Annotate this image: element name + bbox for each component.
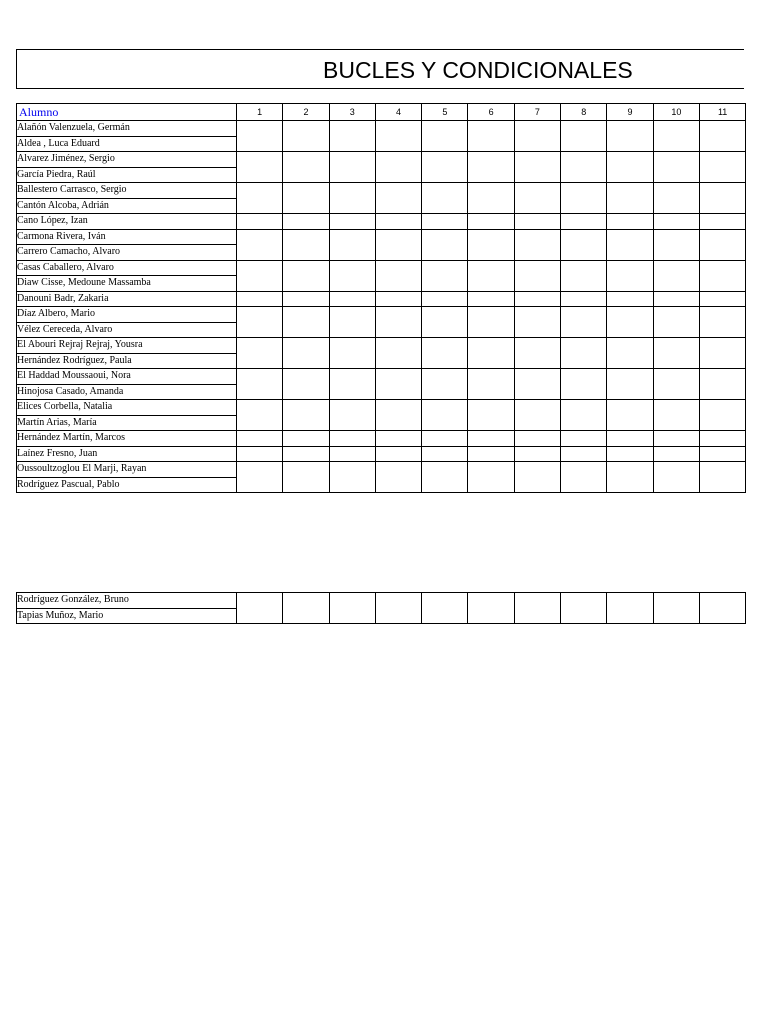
student-name: Danouni Badr, Zakaria: [17, 291, 237, 307]
grade-cell[interactable]: [561, 400, 607, 431]
student-name: Laínez Fresno, Juan: [17, 446, 237, 462]
grade-cell[interactable]: [237, 369, 283, 400]
grade-cell[interactable]: [561, 183, 607, 214]
student-name: Carrero Camacho, Alvaro: [17, 245, 237, 261]
grade-cell[interactable]: [561, 593, 607, 624]
grade-cell[interactable]: [283, 183, 329, 214]
grade-cell[interactable]: [422, 593, 468, 624]
table-row: [17, 369, 746, 385]
grade-cell[interactable]: [561, 291, 607, 307]
grade-cell[interactable]: [422, 152, 468, 183]
grade-cell[interactable]: [468, 152, 514, 183]
grade-cell[interactable]: [283, 260, 329, 291]
grade-cell[interactable]: [699, 214, 745, 230]
grade-cell[interactable]: [607, 214, 653, 230]
grade-cell[interactable]: [561, 229, 607, 260]
grade-cell[interactable]: [329, 400, 375, 431]
grade-cell[interactable]: [653, 593, 699, 624]
grade-cell[interactable]: [375, 121, 421, 152]
grade-cell[interactable]: [283, 152, 329, 183]
grade-cell[interactable]: [283, 291, 329, 307]
grade-cell[interactable]: [329, 462, 375, 493]
grade-cell[interactable]: [561, 214, 607, 230]
grade-cell[interactable]: [375, 369, 421, 400]
table-header-row: [17, 104, 746, 121]
table-row: [17, 593, 746, 609]
grade-cell[interactable]: [699, 338, 745, 369]
student-name: Cano López, Izan: [17, 214, 237, 230]
grade-cell[interactable]: [699, 446, 745, 462]
grade-cell[interactable]: [514, 369, 560, 400]
grade-cell[interactable]: [514, 307, 560, 338]
column-header-11: 11: [699, 104, 745, 121]
grade-cell[interactable]: [653, 431, 699, 447]
page-title: BUCLES Y CONDICIONALES: [323, 57, 633, 83]
student-name: Vélez Cereceda, Alvaro: [17, 322, 237, 338]
grade-cell[interactable]: [514, 121, 560, 152]
grade-cell[interactable]: [422, 431, 468, 447]
grade-cell[interactable]: [237, 338, 283, 369]
grade-cell[interactable]: [653, 183, 699, 214]
grade-cell[interactable]: [607, 431, 653, 447]
student-name: Aldea , Luca Eduard: [17, 136, 237, 152]
grade-cell[interactable]: [653, 291, 699, 307]
grade-cell[interactable]: [699, 400, 745, 431]
student-name: García Piedra, Raúl: [17, 167, 237, 183]
grade-cell[interactable]: [422, 214, 468, 230]
student-name: Martín Arias, María: [17, 415, 237, 431]
grade-cell[interactable]: [468, 446, 514, 462]
column-header-9: 9: [607, 104, 653, 121]
grade-cell[interactable]: [283, 446, 329, 462]
grade-cell[interactable]: [422, 446, 468, 462]
grade-cell[interactable]: [422, 462, 468, 493]
grade-cell[interactable]: [514, 338, 560, 369]
student-name: Díaz Albero, Mario: [17, 307, 237, 323]
table-row: [17, 183, 746, 199]
student-name: Alañón Valenzuela, Germán: [17, 121, 237, 137]
grade-cell[interactable]: [468, 229, 514, 260]
grade-cell[interactable]: [699, 229, 745, 260]
student-column-header: Alumno: [17, 104, 237, 121]
grade-cell[interactable]: [561, 431, 607, 447]
column-header-5: 5: [422, 104, 468, 121]
grade-cell[interactable]: [375, 462, 421, 493]
grade-cell[interactable]: [514, 431, 560, 447]
grade-cell[interactable]: [237, 446, 283, 462]
grade-cell[interactable]: [653, 338, 699, 369]
grade-cell[interactable]: [375, 446, 421, 462]
grade-cell[interactable]: [514, 183, 560, 214]
grade-cell[interactable]: [607, 152, 653, 183]
attendance-table: [16, 103, 746, 493]
student-name: Alvarez Jiménez, Sergio: [17, 152, 237, 168]
grade-cell[interactable]: [607, 307, 653, 338]
attendance-table-extra: [16, 592, 746, 624]
grade-cell[interactable]: [699, 291, 745, 307]
grade-cell[interactable]: [607, 446, 653, 462]
grade-cell[interactable]: [514, 400, 560, 431]
grade-cell[interactable]: [329, 214, 375, 230]
grade-cell[interactable]: [329, 260, 375, 291]
column-header-6: 6: [468, 104, 514, 121]
column-header-4: 4: [375, 104, 421, 121]
grade-cell[interactable]: [329, 183, 375, 214]
grade-cell[interactable]: [237, 152, 283, 183]
grade-cell[interactable]: [561, 462, 607, 493]
student-name: Rodríguez Pascual, Pablo: [17, 477, 237, 493]
student-name: Elices Corbella, Natalia: [17, 400, 237, 416]
table-row: [17, 214, 746, 230]
grade-cell[interactable]: [237, 307, 283, 338]
grade-cell[interactable]: [561, 369, 607, 400]
column-header-10: 10: [653, 104, 699, 121]
student-name: Hernández Martín, Marcos: [17, 431, 237, 447]
grade-cell[interactable]: [375, 307, 421, 338]
student-name: Cantón Alcoba, Adrián: [17, 198, 237, 214]
grade-cell[interactable]: [237, 260, 283, 291]
student-name: Diaw Cisse, Medoune Massamba: [17, 276, 237, 292]
grade-cell[interactable]: [514, 593, 560, 624]
grade-cell[interactable]: [653, 400, 699, 431]
grade-cell[interactable]: [283, 400, 329, 431]
grade-cell[interactable]: [607, 400, 653, 431]
grade-cell[interactable]: [283, 369, 329, 400]
grade-cell[interactable]: [329, 431, 375, 447]
table-row: [17, 121, 746, 137]
table-row: [17, 446, 746, 462]
grade-cell[interactable]: [422, 338, 468, 369]
grade-cell[interactable]: [237, 214, 283, 230]
grade-cell[interactable]: [468, 338, 514, 369]
grade-cell[interactable]: [514, 152, 560, 183]
grade-cell[interactable]: [653, 260, 699, 291]
title-box: [16, 49, 744, 89]
grade-cell[interactable]: [561, 260, 607, 291]
grade-cell[interactable]: [237, 400, 283, 431]
grade-cell[interactable]: [237, 291, 283, 307]
grade-cell[interactable]: [422, 369, 468, 400]
table-row: [17, 431, 746, 447]
grade-cell[interactable]: [329, 369, 375, 400]
grade-cell[interactable]: [283, 593, 329, 624]
grade-cell[interactable]: [283, 307, 329, 338]
grade-cell[interactable]: [468, 121, 514, 152]
grade-cell[interactable]: [375, 291, 421, 307]
grade-cell[interactable]: [514, 260, 560, 291]
grade-cell[interactable]: [653, 152, 699, 183]
grade-cell[interactable]: [699, 431, 745, 447]
grade-cell[interactable]: [699, 183, 745, 214]
grade-cell[interactable]: [329, 152, 375, 183]
grade-cell[interactable]: [607, 338, 653, 369]
grade-cell[interactable]: [561, 121, 607, 152]
table-row: [17, 400, 746, 416]
grade-cell[interactable]: [468, 183, 514, 214]
column-header-7: 7: [514, 104, 560, 121]
grade-cell[interactable]: [329, 338, 375, 369]
grade-cell[interactable]: [468, 431, 514, 447]
grade-cell[interactable]: [514, 291, 560, 307]
grade-cell[interactable]: [422, 291, 468, 307]
grade-cell[interactable]: [283, 214, 329, 230]
student-name: Casas Caballero, Alvaro: [17, 260, 237, 276]
grade-cell[interactable]: [468, 400, 514, 431]
grade-cell[interactable]: [699, 152, 745, 183]
grade-cell[interactable]: [607, 593, 653, 624]
grade-cell[interactable]: [375, 431, 421, 447]
grade-cell[interactable]: [514, 462, 560, 493]
grade-cell[interactable]: [375, 214, 421, 230]
column-header-1: 1: [237, 104, 283, 121]
grade-cell[interactable]: [375, 593, 421, 624]
grade-cell[interactable]: [699, 462, 745, 493]
column-header-8: 8: [561, 104, 607, 121]
student-name: Oussoultzoglou El Marji, Rayan: [17, 462, 237, 478]
grade-cell[interactable]: [561, 446, 607, 462]
grade-cell[interactable]: [468, 593, 514, 624]
table-row: [17, 229, 746, 245]
grade-cell[interactable]: [653, 214, 699, 230]
grade-cell[interactable]: [422, 400, 468, 431]
grade-cell[interactable]: [422, 183, 468, 214]
grade-cell[interactable]: [329, 229, 375, 260]
grade-cell[interactable]: [514, 214, 560, 230]
grade-cell[interactable]: [375, 400, 421, 431]
grade-cell[interactable]: [699, 121, 745, 152]
grade-cell[interactable]: [375, 183, 421, 214]
grade-cell[interactable]: [237, 121, 283, 152]
grade-cell[interactable]: [607, 121, 653, 152]
grade-cell[interactable]: [329, 307, 375, 338]
table-row: [17, 260, 746, 276]
grade-cell[interactable]: [699, 593, 745, 624]
grade-cell[interactable]: [653, 369, 699, 400]
grade-cell[interactable]: [514, 446, 560, 462]
grade-cell[interactable]: [514, 229, 560, 260]
grade-cell[interactable]: [422, 260, 468, 291]
grade-cell[interactable]: [468, 291, 514, 307]
grade-cell[interactable]: [237, 462, 283, 493]
grade-cell[interactable]: [237, 229, 283, 260]
grade-cell[interactable]: [468, 369, 514, 400]
grade-cell[interactable]: [283, 338, 329, 369]
column-header-3: 3: [329, 104, 375, 121]
student-name: El Abouri Rejraj Rejraj, Yousra: [17, 338, 237, 354]
grade-cell[interactable]: [607, 462, 653, 493]
column-header-2: 2: [283, 104, 329, 121]
student-name: Tapias Muñoz, Mario: [17, 608, 237, 624]
grade-cell[interactable]: [561, 338, 607, 369]
grade-cell[interactable]: [653, 462, 699, 493]
grade-cell[interactable]: [283, 229, 329, 260]
table-row: [17, 152, 746, 168]
grade-cell[interactable]: [699, 369, 745, 400]
grade-cell[interactable]: [375, 260, 421, 291]
student-name: Hinojosa Casado, Amanda: [17, 384, 237, 400]
grade-cell[interactable]: [468, 307, 514, 338]
grade-cell[interactable]: [329, 593, 375, 624]
grade-cell[interactable]: [283, 462, 329, 493]
grade-cell[interactable]: [607, 183, 653, 214]
student-name: Carmona Rivera, Iván: [17, 229, 237, 245]
grade-cell[interactable]: [422, 121, 468, 152]
student-name: El Haddad Moussaoui, Nora: [17, 369, 237, 385]
grade-cell[interactable]: [283, 121, 329, 152]
grade-cell[interactable]: [607, 260, 653, 291]
grade-cell[interactable]: [699, 307, 745, 338]
table-row: [17, 307, 746, 323]
grade-cell[interactable]: [468, 214, 514, 230]
grade-cell[interactable]: [561, 152, 607, 183]
grade-cell[interactable]: [283, 431, 329, 447]
grade-cell[interactable]: [375, 152, 421, 183]
grade-cell[interactable]: [607, 291, 653, 307]
grade-cell[interactable]: [422, 307, 468, 338]
grade-cell[interactable]: [653, 446, 699, 462]
student-name: Rodríguez González, Bruno: [17, 593, 237, 609]
grade-cell[interactable]: [653, 121, 699, 152]
grade-cell[interactable]: [607, 369, 653, 400]
student-name: Ballestero Carrasco, Sergio: [17, 183, 237, 199]
grade-cell[interactable]: [422, 229, 468, 260]
table-row: [17, 291, 746, 307]
grade-cell[interactable]: [699, 260, 745, 291]
grade-cell[interactable]: [329, 121, 375, 152]
grade-cell[interactable]: [607, 229, 653, 260]
table-row: [17, 462, 746, 478]
grade-cell[interactable]: [653, 307, 699, 338]
grade-cell[interactable]: [468, 462, 514, 493]
grade-cell[interactable]: [561, 307, 607, 338]
grade-cell[interactable]: [237, 593, 283, 624]
grade-cell[interactable]: [653, 229, 699, 260]
grade-cell[interactable]: [237, 183, 283, 214]
table-row: [17, 338, 746, 354]
student-name: Hernández Rodríguez, Paula: [17, 353, 237, 369]
grade-cell[interactable]: [468, 260, 514, 291]
grade-cell[interactable]: [237, 431, 283, 447]
grade-cell[interactable]: [375, 338, 421, 369]
grade-cell[interactable]: [329, 446, 375, 462]
grade-cell[interactable]: [329, 291, 375, 307]
grade-cell[interactable]: [375, 229, 421, 260]
